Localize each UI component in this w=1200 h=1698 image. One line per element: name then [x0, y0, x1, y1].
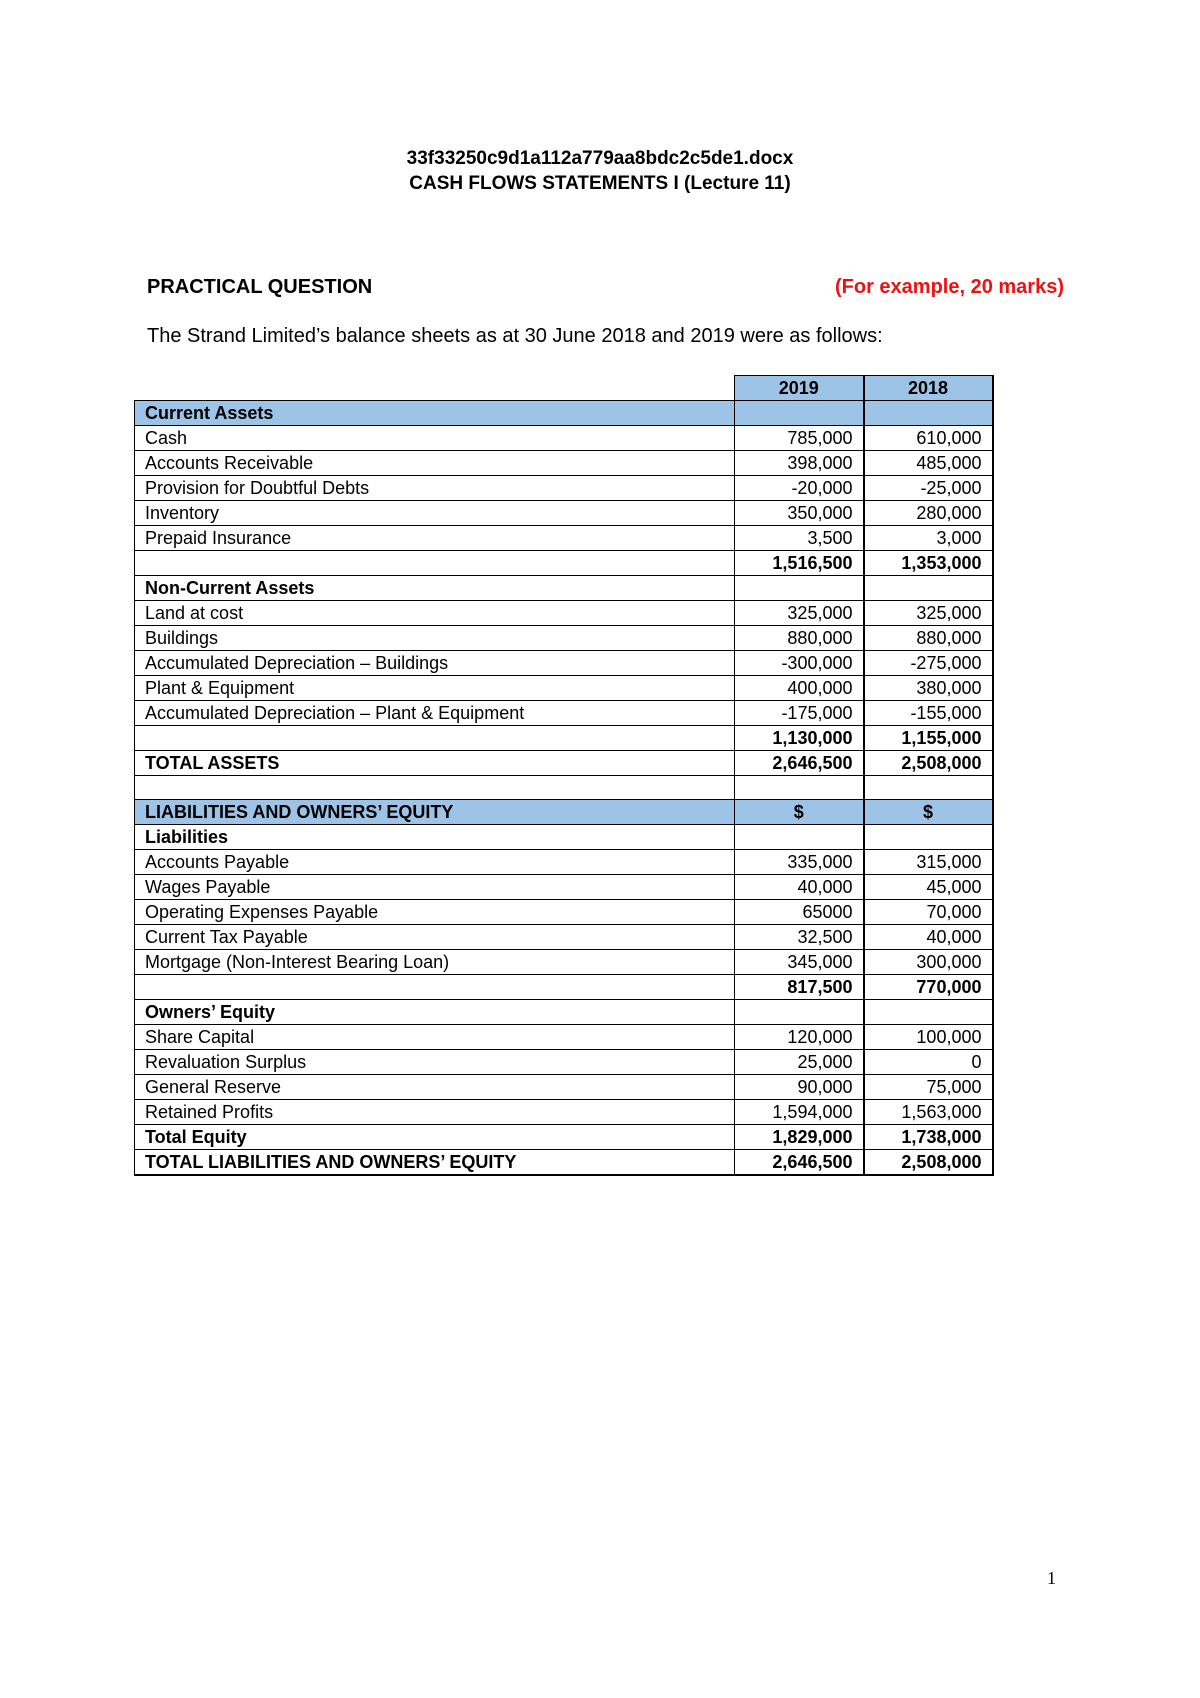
value-2019: 325,000 — [735, 601, 864, 626]
table-row — [135, 825, 993, 850]
value-2019: $ — [735, 800, 864, 825]
row-label: TOTAL LIABILITIES AND OWNERS’ EQUITY — [135, 1150, 735, 1176]
row-label: Owners’ Equity — [135, 1000, 735, 1025]
value-2019: 1,829,000 — [735, 1125, 864, 1150]
row-label: Wages Payable — [135, 875, 735, 900]
table-row — [135, 875, 993, 900]
value-2018: 1,353,000 — [864, 551, 993, 576]
value-2019: -300,000 — [735, 651, 864, 676]
value-2019 — [735, 1000, 864, 1025]
value-2019: 1,594,000 — [735, 1100, 864, 1125]
table-row — [135, 626, 993, 651]
document-header — [0, 146, 1200, 196]
table-row — [135, 1100, 993, 1125]
value-2019: 785,000 — [735, 426, 864, 451]
value-2018: 1,563,000 — [864, 1100, 993, 1125]
value-2018: 2,508,000 — [864, 751, 993, 776]
table-row — [135, 1000, 993, 1025]
column-header-2018: 2018 — [864, 376, 993, 401]
table-row — [135, 401, 993, 426]
row-label: General Reserve — [135, 1075, 735, 1100]
table-row — [135, 651, 993, 676]
table-header-row — [135, 376, 993, 401]
table-row — [135, 925, 993, 950]
row-label: Plant & Equipment — [135, 676, 735, 701]
value-2019: 65000 — [735, 900, 864, 925]
row-label: Liabilities — [135, 825, 735, 850]
row-label: Current Assets — [135, 401, 735, 426]
value-2018: 380,000 — [864, 676, 993, 701]
value-2019: 40,000 — [735, 875, 864, 900]
table-row — [135, 975, 993, 1000]
value-2019: 3,500 — [735, 526, 864, 551]
value-2019 — [735, 825, 864, 850]
row-label: Land at cost — [135, 601, 735, 626]
row-label: Current Tax Payable — [135, 925, 735, 950]
value-2018: 315,000 — [864, 850, 993, 875]
value-2019: 817,500 — [735, 975, 864, 1000]
value-2019 — [735, 576, 864, 601]
value-2019: 400,000 — [735, 676, 864, 701]
value-2019: -20,000 — [735, 476, 864, 501]
question-marks: (For example, 20 marks) — [835, 276, 1064, 298]
question-intro: The Strand Limited’s balance sheets as at 30 June 2018 and 2019 were as follows: — [147, 325, 883, 347]
value-2018: $ — [864, 800, 993, 825]
value-2018: 2,508,000 — [864, 1150, 993, 1176]
row-label: Accumulated Depreciation – Plant & Equipment — [135, 701, 735, 726]
value-2018: 40,000 — [864, 925, 993, 950]
row-label: Non-Current Assets — [135, 576, 735, 601]
value-2018: 3,000 — [864, 526, 993, 551]
table-row — [135, 776, 993, 800]
value-2019 — [735, 401, 864, 426]
value-2018: 1,155,000 — [864, 726, 993, 751]
table-row — [135, 676, 993, 701]
value-2018: 610,000 — [864, 426, 993, 451]
value-2018 — [864, 1000, 993, 1025]
row-label: Retained Profits — [135, 1100, 735, 1125]
row-label: Buildings — [135, 626, 735, 651]
header-blank-cell — [135, 376, 735, 401]
value-2019: 345,000 — [735, 950, 864, 975]
row-label — [135, 776, 735, 800]
value-2019: 120,000 — [735, 1025, 864, 1050]
value-2019: 2,646,500 — [735, 751, 864, 776]
value-2018: 770,000 — [864, 975, 993, 1000]
table-row — [135, 1050, 993, 1075]
table-row — [135, 950, 993, 975]
value-2018 — [864, 825, 993, 850]
value-2018: 75,000 — [864, 1075, 993, 1100]
value-2018 — [864, 576, 993, 601]
value-2018: -275,000 — [864, 651, 993, 676]
value-2019: 350,000 — [735, 501, 864, 526]
question-title: PRACTICAL QUESTION — [147, 276, 373, 298]
table-row — [135, 576, 993, 601]
table-row — [135, 451, 993, 476]
value-2019: 90,000 — [735, 1075, 864, 1100]
value-2019: 880,000 — [735, 626, 864, 651]
row-label: Share Capital — [135, 1025, 735, 1050]
table-row — [135, 1025, 993, 1050]
value-2019: 25,000 — [735, 1050, 864, 1075]
document-filename: 33f33250c9d1a112a779aa8bdc2c5de1.docx — [406, 148, 794, 169]
row-label — [135, 551, 735, 576]
table-row — [135, 1125, 993, 1150]
row-label: Cash — [135, 426, 735, 451]
row-label: TOTAL ASSETS — [135, 751, 735, 776]
value-2018: 70,000 — [864, 900, 993, 925]
value-2019: -175,000 — [735, 701, 864, 726]
row-label: Accounts Receivable — [135, 451, 735, 476]
table-row — [135, 726, 993, 751]
table-row — [135, 501, 993, 526]
value-2018: 0 — [864, 1050, 993, 1075]
table-row — [135, 1150, 993, 1176]
column-header-2019: 2019 — [735, 376, 864, 401]
row-label: Total Equity — [135, 1125, 735, 1150]
table-row — [135, 850, 993, 875]
value-2018 — [864, 776, 993, 800]
row-label — [135, 726, 735, 751]
row-label — [135, 975, 735, 1000]
row-label: Accounts Payable — [135, 850, 735, 875]
table-row — [135, 551, 993, 576]
value-2018: 485,000 — [864, 451, 993, 476]
row-label: Operating Expenses Payable — [135, 900, 735, 925]
document-title: CASH FLOWS STATEMENTS I (Lecture 11) — [409, 173, 791, 194]
value-2018: 1,738,000 — [864, 1125, 993, 1150]
row-label: LIABILITIES AND OWNERS’ EQUITY — [135, 800, 735, 825]
table-row — [135, 701, 993, 726]
value-2018: -25,000 — [864, 476, 993, 501]
page-number: 1 — [1047, 1568, 1056, 1588]
table-row — [135, 800, 993, 825]
value-2019: 2,646,500 — [735, 1150, 864, 1176]
row-label: Mortgage (Non-Interest Bearing Loan) — [135, 950, 735, 975]
value-2018 — [864, 401, 993, 426]
value-2019: 335,000 — [735, 850, 864, 875]
value-2018: 300,000 — [864, 950, 993, 975]
balance-sheet-table — [134, 375, 994, 1176]
value-2018: 100,000 — [864, 1025, 993, 1050]
value-2018: 45,000 — [864, 875, 993, 900]
value-2018: -155,000 — [864, 701, 993, 726]
row-label: Accumulated Depreciation – Buildings — [135, 651, 735, 676]
value-2019: 398,000 — [735, 451, 864, 476]
table-row — [135, 601, 993, 626]
table-row — [135, 476, 993, 501]
table-row — [135, 1075, 993, 1100]
value-2019: 1,130,000 — [735, 726, 864, 751]
table-row — [135, 426, 993, 451]
row-label: Provision for Doubtful Debts — [135, 476, 735, 501]
row-label: Inventory — [135, 501, 735, 526]
table-row — [135, 526, 993, 551]
value-2018: 325,000 — [864, 601, 993, 626]
table-row — [135, 751, 993, 776]
table-row — [135, 900, 993, 925]
value-2019 — [735, 776, 864, 800]
value-2018: 880,000 — [864, 626, 993, 651]
value-2019: 1,516,500 — [735, 551, 864, 576]
value-2019: 32,500 — [735, 925, 864, 950]
row-label: Prepaid Insurance — [135, 526, 735, 551]
row-label: Revaluation Surplus — [135, 1050, 735, 1075]
value-2018: 280,000 — [864, 501, 993, 526]
